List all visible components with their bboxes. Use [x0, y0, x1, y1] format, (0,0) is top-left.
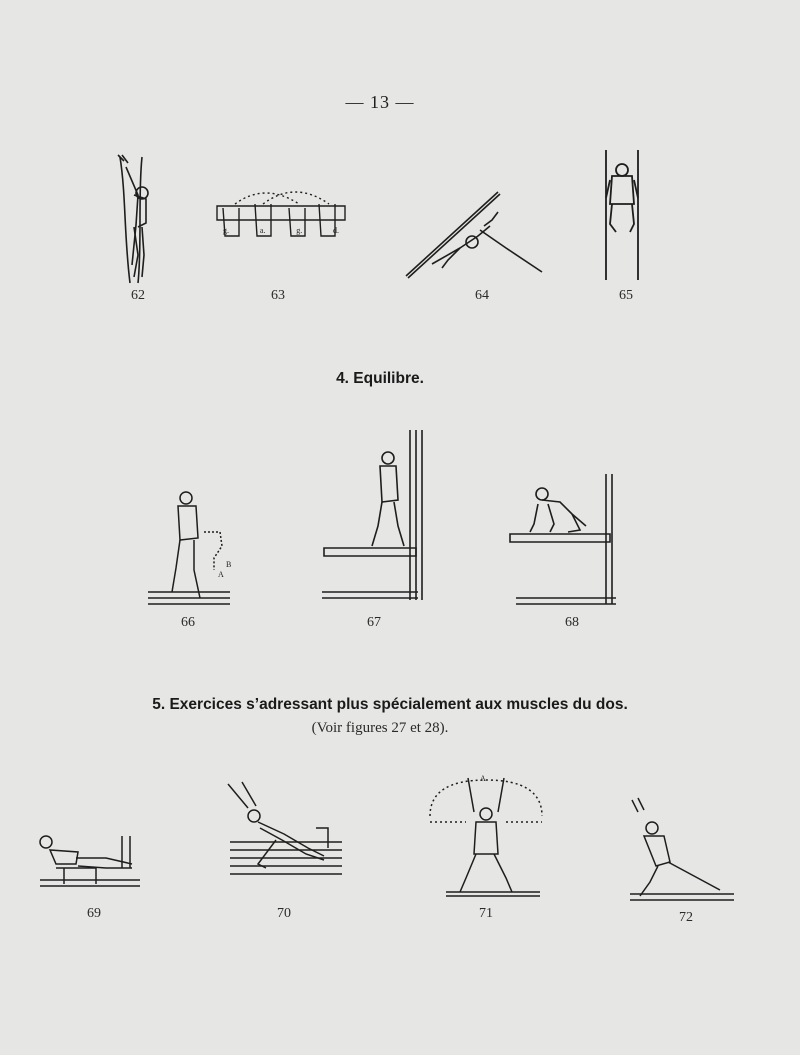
figure-70-illustration: [224, 778, 346, 886]
figure-72-illustration: [628, 796, 736, 906]
figure-67-illustration: [322, 430, 428, 606]
figure-63-mark: a.: [259, 226, 266, 235]
figure-69-illustration: [36, 828, 144, 894]
figure-72-caption: 72: [679, 910, 693, 925]
figure-63-mark: d.: [333, 226, 339, 235]
figure-63-mark: g.: [296, 226, 303, 235]
figure-67-caption: 67: [367, 615, 381, 630]
section-heading-dos: 5. Exercices s’adressant plus spécialement aux muscles du dos.: [152, 696, 628, 713]
figure-69-caption: 69: [87, 906, 101, 921]
figure-66-caption: 66: [181, 615, 195, 630]
page-number: — 13 —: [345, 92, 415, 112]
figure-65-caption: 65: [619, 288, 633, 303]
figure-63-caption: 63: [271, 288, 285, 303]
figure-66-mark-b: B: [226, 560, 232, 569]
figure-71-mark: A: [480, 774, 486, 783]
figure-62-illustration: [112, 155, 160, 285]
figure-71-illustration: [422, 774, 550, 898]
figure-68-illustration: [508, 474, 620, 608]
figure-64-illustration: [402, 190, 550, 280]
figure-63-mark: g.: [223, 226, 229, 235]
section-heading-equilibre: 4. Equilibre.: [336, 370, 424, 387]
section-note: (Voir figures 27 et 28).: [311, 720, 449, 736]
figure-66-illustration: [148, 488, 234, 608]
figure-66-mark-a: A: [218, 570, 224, 579]
figure-68-caption: 68: [565, 615, 579, 630]
figure-62-caption: 62: [131, 288, 145, 303]
figure-65-illustration: [598, 150, 646, 282]
figure-63-marks: [223, 226, 339, 235]
figure-64-caption: 64: [475, 288, 489, 303]
figure-71-caption: 71: [479, 906, 493, 921]
figure-70-caption: 70: [277, 906, 291, 921]
